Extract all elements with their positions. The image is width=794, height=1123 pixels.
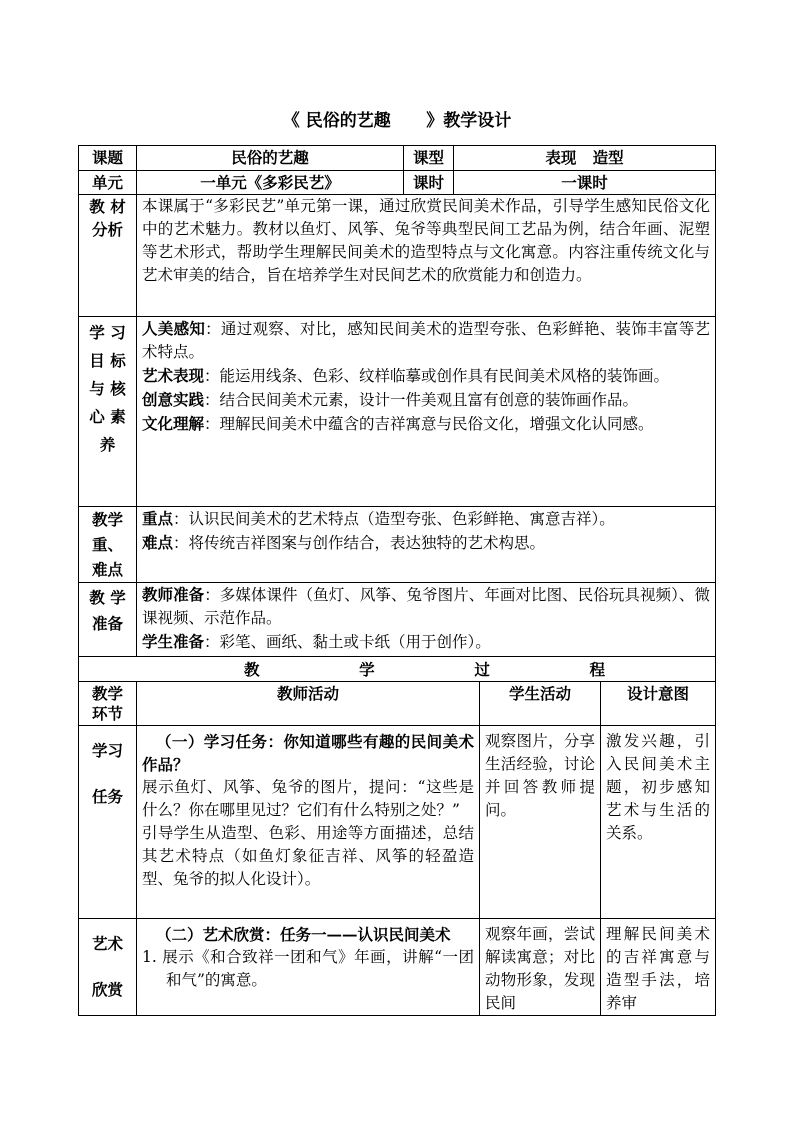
analysis-text: 本课属于“多彩民艺”单元第一课，通过欣赏民间美术作品，引导学生感知民俗文化中的艺术魅力。教材以鱼灯、风筝、兔爷等典型民间工艺品为例，结合年画、泥塑等艺术形式，帮助学生理解民间美术的造型特点与文化寓意。内容注重传统文化与艺术审美的结合，旨在培养学生对民间艺术的欣赏能力和创造力。	[137, 195, 716, 317]
design-intent: 理解民间美术的吉祥寓意与造型手法，培养审	[601, 919, 716, 1016]
goals-label-line: 养	[99, 435, 116, 454]
analysis-label	[79, 195, 137, 317]
stage-row	[79, 919, 716, 1016]
activity-line: 引导学生从造型、色彩、用途等方面描述，总结其艺术特点（如鱼灯象征吉祥、风筝的轻盈造型、兔爷的拟人化设计）。	[142, 824, 474, 888]
key-points-label	[79, 507, 137, 583]
goal-head: 人美感知	[142, 319, 206, 338]
hours-label: 课时	[404, 171, 454, 195]
student-preparation	[142, 630, 710, 654]
goal-body: ：通过观察、对比，感知民间美术的造型夸张、色彩鲜艳、装饰丰富等艺术特点。	[142, 320, 710, 361]
topic-value: 民俗的艺趣	[137, 146, 404, 171]
document-title: 《 民俗的艺趣 》教学设计	[282, 111, 512, 131]
student-preparation-body: ：彩笔、画纸、黏土或卡纸（用于创作）。	[204, 633, 491, 651]
key-point-head: 重点	[142, 509, 174, 528]
goal-item	[142, 412, 710, 436]
stage-label-line: 欣赏	[91, 980, 123, 999]
preparation-label-line: 准备	[91, 614, 123, 633]
goal-item	[142, 364, 710, 388]
goal-head: 文化理解	[142, 414, 205, 433]
lesson-plan-table	[78, 145, 716, 1016]
stage-header-line: 环节	[91, 703, 123, 723]
preparation-row	[79, 583, 716, 657]
stage-header	[79, 682, 137, 726]
process-header-row	[79, 682, 716, 726]
goal-item	[142, 388, 710, 412]
key-points-label-line: 难点	[91, 560, 123, 579]
goal-body: ：理解民间美术中蕴含的吉祥寓意与民俗文化，增强文化认同感。	[204, 415, 654, 433]
stage-label-line: 任务	[91, 787, 123, 806]
process-title-char: 教	[244, 659, 260, 679]
difficult-point	[142, 531, 710, 555]
process-title-row	[79, 657, 716, 682]
key-point	[142, 507, 710, 531]
activity-heading: （一）学习任务：你知道哪些有趣的民间美术作品？	[142, 732, 474, 774]
goals-label-line: 目 标	[89, 351, 126, 370]
activity-line: 展示鱼灯、风筝、兔爷的图片，提问：“这些是什么？你在哪里见过？它们有什么特别之处？”	[142, 778, 474, 819]
teacher-preparation-body: ：多媒体课件（鱼灯、风筝、兔爷图片、年画对比图、民俗玩具视频）、微课视频、示范作品。	[142, 586, 710, 627]
key-point-body: ：认识民间美术的艺术特点（造型夸张、色彩鲜艳、寓意吉祥）。	[173, 510, 615, 528]
stage-header-line: 教学	[91, 683, 123, 703]
teacher-activity-header: 教师活动	[137, 682, 480, 726]
analysis-label-line: 分析	[91, 220, 123, 239]
design-intent-header: 设计意图	[601, 682, 716, 726]
goal-body: ：能运用线条、色彩、纹样临摹或创作具有民间美术风格的装饰画。	[204, 367, 670, 385]
process-title-char: 过	[474, 659, 490, 679]
hours-value: 一课时	[454, 171, 716, 195]
activity-heading: （二）艺术欣赏：任务一——认识民间美术	[156, 925, 451, 944]
student-activity: 观察年画，尝试解读寓意；对比动物形象，发现民间	[480, 919, 601, 1016]
unit-label: 单元	[79, 171, 137, 195]
goal-item	[142, 317, 710, 364]
process-title	[79, 657, 716, 682]
student-preparation-head: 学生准备	[142, 632, 205, 651]
type-value: 表现 造型	[454, 146, 716, 171]
process-title-char: 程	[589, 659, 605, 679]
unit-row	[79, 171, 716, 195]
stage-label-line: 艺术	[91, 934, 123, 953]
topic-row	[79, 146, 716, 171]
unit-value: 一单元《多彩民艺》	[137, 171, 404, 195]
difficult-point-head: 难点	[142, 533, 174, 552]
stage-label	[79, 919, 137, 1016]
key-points-label-line: 教学	[91, 510, 123, 529]
teacher-activity	[137, 726, 480, 919]
student-activity-header: 学生活动	[480, 682, 601, 726]
goals-label	[79, 317, 137, 507]
design-intent: 激发兴趣，引入民间美术主题，初步感知艺术与生活的关系。	[601, 726, 716, 919]
preparation-content	[137, 583, 716, 657]
analysis-row	[79, 195, 716, 317]
teacher-activity	[137, 919, 480, 1016]
preparation-label	[79, 583, 137, 657]
goals-label-line: 学 习	[89, 323, 126, 342]
stage-row	[79, 726, 716, 919]
stage-label-line: 学习	[91, 741, 123, 760]
stage-label	[79, 726, 137, 919]
difficult-point-body: ：将传统吉祥图案与创作结合，表达独特的艺术构思。	[173, 534, 546, 552]
goals-label-line: 与 核	[89, 379, 126, 398]
teacher-preparation-head: 教师准备	[142, 585, 205, 604]
key-points-label-line: 重、	[91, 535, 123, 554]
process-title-char: 学	[359, 659, 375, 679]
analysis-label-line: 教 材	[89, 197, 126, 216]
key-points-content	[137, 507, 716, 583]
activity-line: 1. 展示《和合致祥一团和气》年画，讲解“一团和气”的寓意。	[142, 948, 474, 989]
topic-label: 课题	[79, 146, 137, 171]
goals-content	[137, 317, 716, 507]
preparation-label-line: 教 学	[89, 588, 126, 607]
goal-head: 创意实践	[142, 390, 205, 409]
student-activity: 观察图片，分享生活经验，讨论并回答教师提问。	[480, 726, 601, 919]
teacher-preparation	[142, 583, 710, 630]
goal-head: 艺术表现	[142, 366, 205, 385]
key-points-row	[79, 507, 716, 583]
type-label: 课型	[404, 146, 454, 171]
goals-row	[79, 317, 716, 507]
goals-label-line: 心 素	[89, 407, 126, 426]
goal-body: ：结合民间美术元素，设计一件美观且富有创意的装饰画作品。	[204, 391, 639, 409]
